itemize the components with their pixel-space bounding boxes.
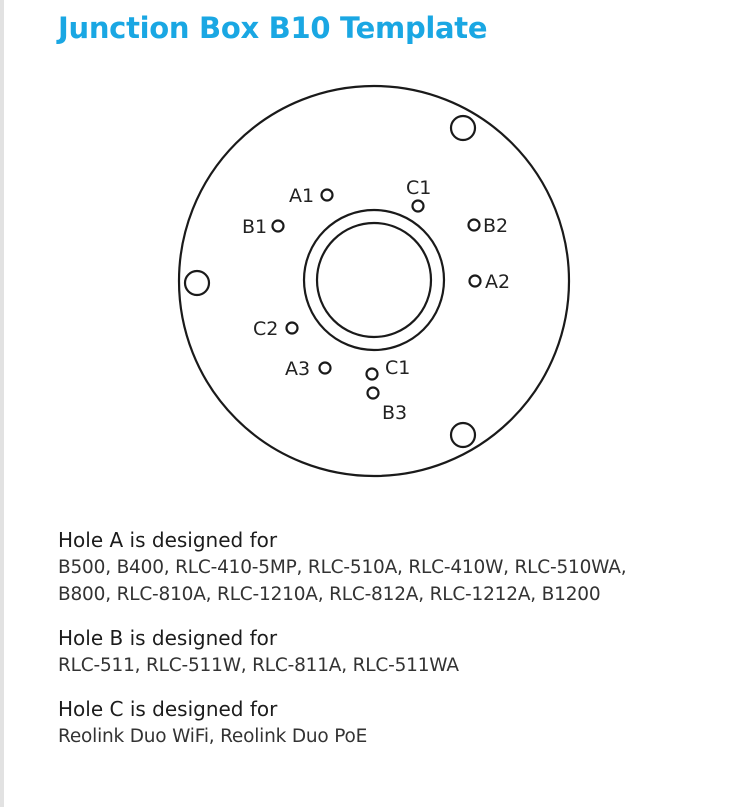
hole-a2 [470, 276, 481, 287]
hole-b2 [469, 220, 480, 231]
note-hole-b [58, 625, 718, 679]
label-c1-top: C1 [406, 177, 432, 199]
hole-a1 [322, 190, 333, 201]
label-a2: A2 [485, 271, 511, 293]
mounting-hole-left [185, 271, 209, 295]
mounting-hole-bottom-right [451, 423, 475, 447]
note-line: Reolink Duo WiFi, Reolink Duo PoE [58, 726, 368, 747]
compatibility-notes [58, 527, 718, 767]
label-b1: B1 [242, 216, 268, 238]
note-line: B500, B400, RLC-410-5MP, RLC-510A, RLC-410W, RLC-510WA, [58, 557, 627, 578]
note-hole-c [58, 696, 718, 750]
label-a1: A1 [289, 185, 315, 207]
mounting-hole-top-right [451, 116, 475, 140]
hole-a3 [320, 363, 331, 374]
note-heading: Hole B is designed for [58, 626, 278, 650]
label-b3: B3 [382, 402, 408, 424]
label-c1-bottom: C1 [385, 357, 411, 379]
note-heading: Hole C is designed for [58, 697, 278, 721]
note-heading: Hole A is designed for [58, 528, 278, 552]
note-line: B800, RLC-810A, RLC-1210A, RLC-812A, RLC-1212A, B1200 [58, 584, 601, 605]
hole-c2 [287, 323, 298, 334]
note-line: RLC-511, RLC-511W, RLC-811A, RLC-511WA [58, 655, 459, 676]
note-hole-a [58, 527, 718, 608]
hole-b1 [273, 221, 284, 232]
page-title: Junction Box B10 Template [58, 11, 488, 45]
hole-b3 [368, 388, 379, 399]
hole-c1-bottom [367, 369, 378, 380]
hole-c1-top [413, 201, 424, 212]
label-c2: C2 [253, 318, 279, 340]
label-b2: B2 [483, 215, 509, 237]
template-outer-circle [179, 86, 569, 476]
label-a3: A3 [285, 358, 311, 380]
